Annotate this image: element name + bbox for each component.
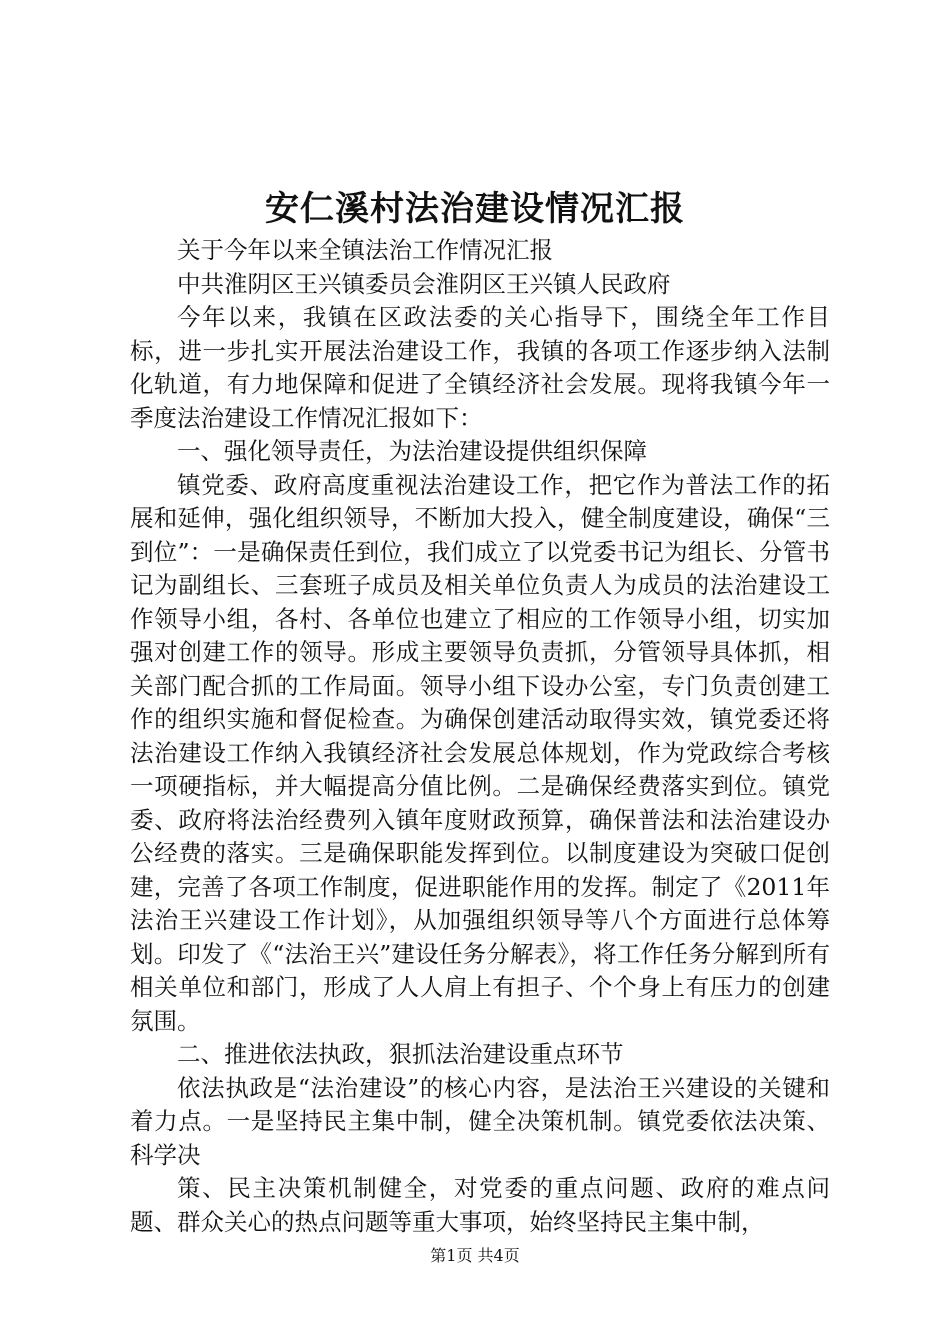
- paragraph-intro: 今年以来，我镇在区政法委的关心指导下，围绕全年工作目标，进一步扎实开展法治建设工作，我镇的各项工作逐步纳入法制化轨道，有力地保障和促进了全镇经济社会发展。现将我镇今年一季度法治建设工作情况汇报如下：: [130, 303, 830, 432]
- paragraph-issuer: 中共淮阴区王兴镇委员会淮阴区王兴镇人民政府: [177, 269, 671, 298]
- document-body: [130, 234, 830, 1239]
- page-number-footer: 第1页 共4页: [430, 1246, 520, 1265]
- paragraph-report-subject: 关于今年以来全镇法治工作情况汇报: [177, 236, 553, 264]
- section-heading-1: 一、强化领导责任，为法治建设提供组织保障: [177, 437, 647, 465]
- paragraph-section-2: 依法执政是“法治建设”的核心内容，是法治王兴建设的关键和着力点。一是坚持民主集中制，健全决策机制。镇党委依法决策、科学决: [130, 1073, 830, 1169]
- document-title: 安仁溪村法治建设情况汇报: [265, 189, 685, 229]
- section-heading-2: 二、推进依法执政，狠抓法治建设重点环节: [177, 1040, 624, 1068]
- paragraph-section-2-continued: 策、民主决策机制健全，对党委的重点问题、政府的难点问题、群众关心的热点问题等重大事项，始终坚持民主集中制，: [130, 1174, 830, 1236]
- paragraph-section-1: 镇党委、政府高度重视法治建设工作，把它作为普法工作的拓展和延伸，强化组织领导，不断加大投入，健全制度建设，确保“三到位”：一是确保责任到位，我们成立了以党委书记为组长、分管书记为副组长、三套班子成员及相关单位负责人为成员的法治建设工作领导小组，各村、各单位也建立了相应的工作领导小组，切实加强对创建工作的领导。形成主要领导负责抓，分管领导具体抓，相关部门配合抓的工作局面。领导小组下设办公室，专门负责创建工作的组织实施和督促检查。为确保创建活动取得实效，镇党委还将法治建设工作纳入我镇经济社会发展总体规划，作为党政综合考核一项硬指标，并大幅提高分值比例。二是确保经费落实到位。镇党委、政府将法治经费列入镇年度财政预算，确保普法和法治建设办公经费的落实。三是确保职能发挥到位。以制度建设为突破口促创建，完善了各项工作制度，促进职能作用的发挥。制定了《2011年法治王兴建设工作计划》，从加强组织领导等八个方面进行总体筹划。印发了《“法治王兴”建设任务分解表》，将工作任务分解到所有相关单位和部门，形成了人人肩上有担子、个个身上有压力的创建氛围。: [130, 470, 830, 1035]
